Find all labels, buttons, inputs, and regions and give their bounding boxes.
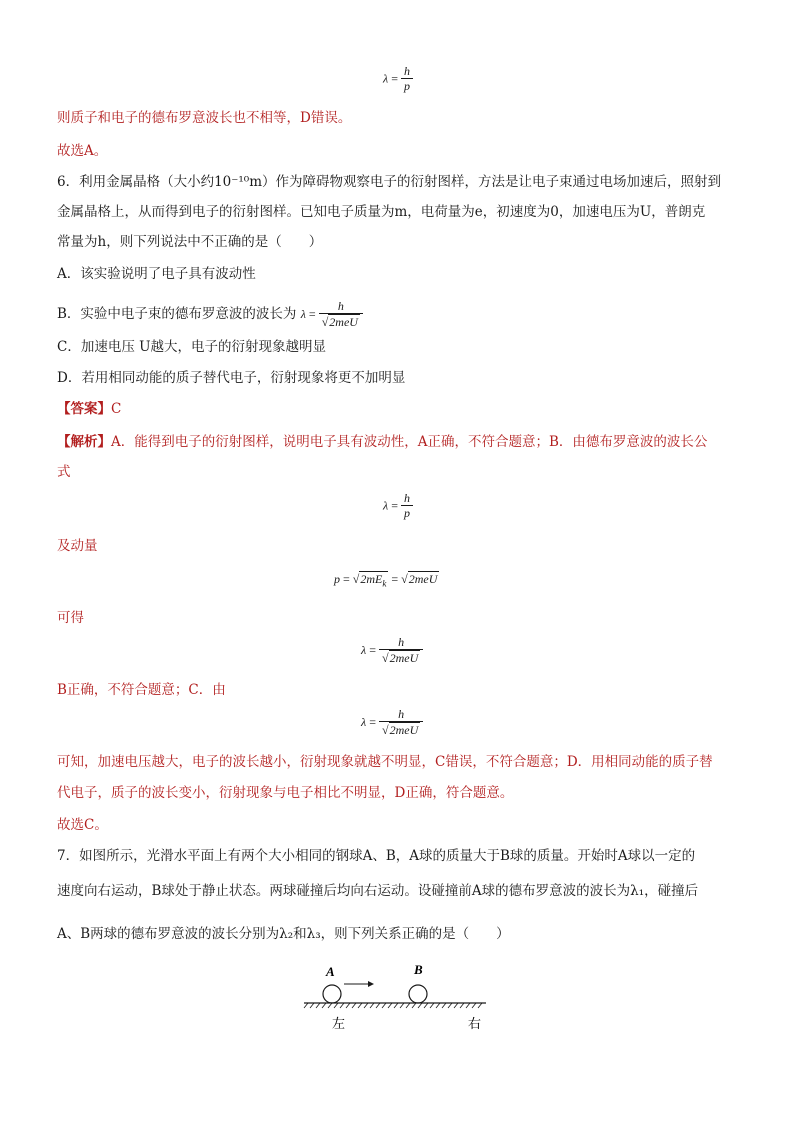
- fraction: [319, 300, 363, 330]
- formula-lambda-result-2: [361, 708, 423, 738]
- radicand: 2meU: [408, 572, 438, 586]
- formula-momentum: [334, 571, 439, 588]
- sqrt-2mek: $√2mE_k$: [352, 572, 387, 589]
- question-7-line-3: A、B两球的德布罗意波的波长分别为λ₂和λ₃，则下列关系正确的是（ ）: [57, 926, 510, 942]
- formula-option-b: [300, 299, 363, 329]
- equals-sign: =: [343, 572, 350, 586]
- denominator: p: [401, 505, 413, 521]
- equals-sign: =: [369, 714, 376, 729]
- analysis-line-1: [57, 432, 707, 452]
- denominator: [379, 721, 423, 738]
- keyi-label: 可得: [57, 610, 84, 626]
- ball-a: [323, 985, 341, 1003]
- fraction: [401, 492, 413, 521]
- denominator: [379, 649, 423, 666]
- text-line-1: 则质子和电子的德布罗意波长也不相等，D错误。: [57, 110, 352, 126]
- answer-value: C: [111, 401, 122, 417]
- sqrt: √2meU: [321, 315, 358, 329]
- equals-sign: =: [369, 642, 376, 657]
- radicand: 2meU: [329, 315, 358, 329]
- formula-lambda-h-over-p-top: [383, 65, 413, 94]
- ground-hatching: [304, 1003, 482, 1008]
- denominator: p: [401, 78, 413, 94]
- sqrt-2meu: √2meU: [401, 572, 438, 586]
- sqrt: √2meU: [381, 651, 419, 665]
- lambda-symbol: λ: [383, 71, 389, 86]
- option-a: A．该实验说明了电子具有波动性: [57, 266, 256, 282]
- p-symbol: p: [334, 572, 340, 586]
- label-ball-b: B: [414, 962, 423, 977]
- option-c: C．加速电压 U越大，电子的衍射现象越明显: [57, 339, 326, 355]
- label-right: 右: [468, 1016, 482, 1031]
- radicand: 2mE: [360, 572, 383, 586]
- numerator: h: [398, 707, 405, 721]
- arrow-icon: [368, 981, 374, 987]
- ball-b: [409, 985, 427, 1003]
- numerator: h: [398, 635, 405, 649]
- equals-sign: =: [391, 572, 399, 586]
- radicand: 2meU: [389, 723, 419, 737]
- numerator: h: [403, 491, 410, 505]
- formula-lambda-result: [361, 636, 423, 666]
- radicand: 2meU: [389, 651, 419, 665]
- collision-diagram: [296, 958, 496, 1038]
- conclusion-line-1: 可知，加速电压越大，电子的波长越小，衍射现象就越不明显，C错误，不符合题意；D．用相同动能的质子替: [57, 754, 713, 770]
- text-line-choose-a: 故选A。: [57, 143, 108, 159]
- answer-tag: 【答案】: [57, 401, 111, 417]
- lambda-symbol: λ: [383, 498, 389, 513]
- option-d: D．若用相同动能的质子替代电子，衍射现象将更不加明显: [57, 370, 406, 386]
- question-7-line-1: 7．如图所示，光滑水平面上有两个大小相同的钢球A、B，A球的质量大于B球的质量。开始时A球以一定的: [57, 848, 696, 864]
- question-6-line-1: 6．利用金属晶格（大小约10⁻¹⁰m）作为障碍物观察电子的衍射图样，方法是让电子束通过电场加速后，照射到: [57, 174, 722, 190]
- analysis-line-2: 式: [57, 464, 71, 480]
- fraction: [379, 636, 423, 666]
- lambda-symbol: λ: [300, 306, 306, 321]
- fraction: [401, 65, 413, 94]
- lambda-symbol: λ: [361, 642, 367, 657]
- formula-lambda-h-over-p: [383, 492, 413, 521]
- label-ball-a: A: [326, 964, 335, 979]
- question-6-line-2: 金属晶格上，从而得到电子的衍射图样。已知电子质量为m，电荷量为e，初速度为0，加速电压为U，普朗克: [57, 204, 706, 220]
- analysis-tag: 【解析】: [57, 434, 111, 450]
- momentum-label: 及动量: [57, 538, 98, 554]
- equals-sign: =: [391, 498, 398, 513]
- numerator: h: [337, 299, 344, 313]
- option-b-text: B．实验中电子束的德布罗意波的波长为: [57, 305, 297, 322]
- b-correct-line: B正确，不符合题意；C．由: [57, 682, 226, 698]
- equals-sign: =: [391, 71, 398, 86]
- choose-c-line: 故选C。: [57, 817, 108, 833]
- denominator: [319, 313, 363, 330]
- analysis-text: A．能得到电子的衍射图样，说明电子具有波动性，A正确，不符合题意；B．由德布罗意波的波长公: [111, 434, 708, 450]
- fraction: [379, 708, 423, 738]
- conclusion-line-2: 代电子，质子的波长变小，衍射现象与电子相比不明显，D正确，符合题意。: [57, 785, 514, 801]
- answer-line: [57, 399, 121, 419]
- equals-sign: =: [308, 306, 316, 321]
- option-b: [57, 300, 363, 330]
- sqrt: √2meU: [381, 723, 419, 737]
- question-6-line-3: 常量为h，则下列说法中不正确的是（ ）: [57, 234, 323, 250]
- question-7-line-2: 速度向右运动，B球处于静止状态。两球碰撞后均向右运动。设碰撞前A球的德布罗意波的波长为λ₁，碰撞后: [57, 883, 699, 899]
- numerator: h: [403, 64, 410, 78]
- subscript-k: k: [382, 578, 387, 589]
- lambda-symbol: λ: [361, 714, 367, 729]
- label-left: 左: [332, 1016, 346, 1031]
